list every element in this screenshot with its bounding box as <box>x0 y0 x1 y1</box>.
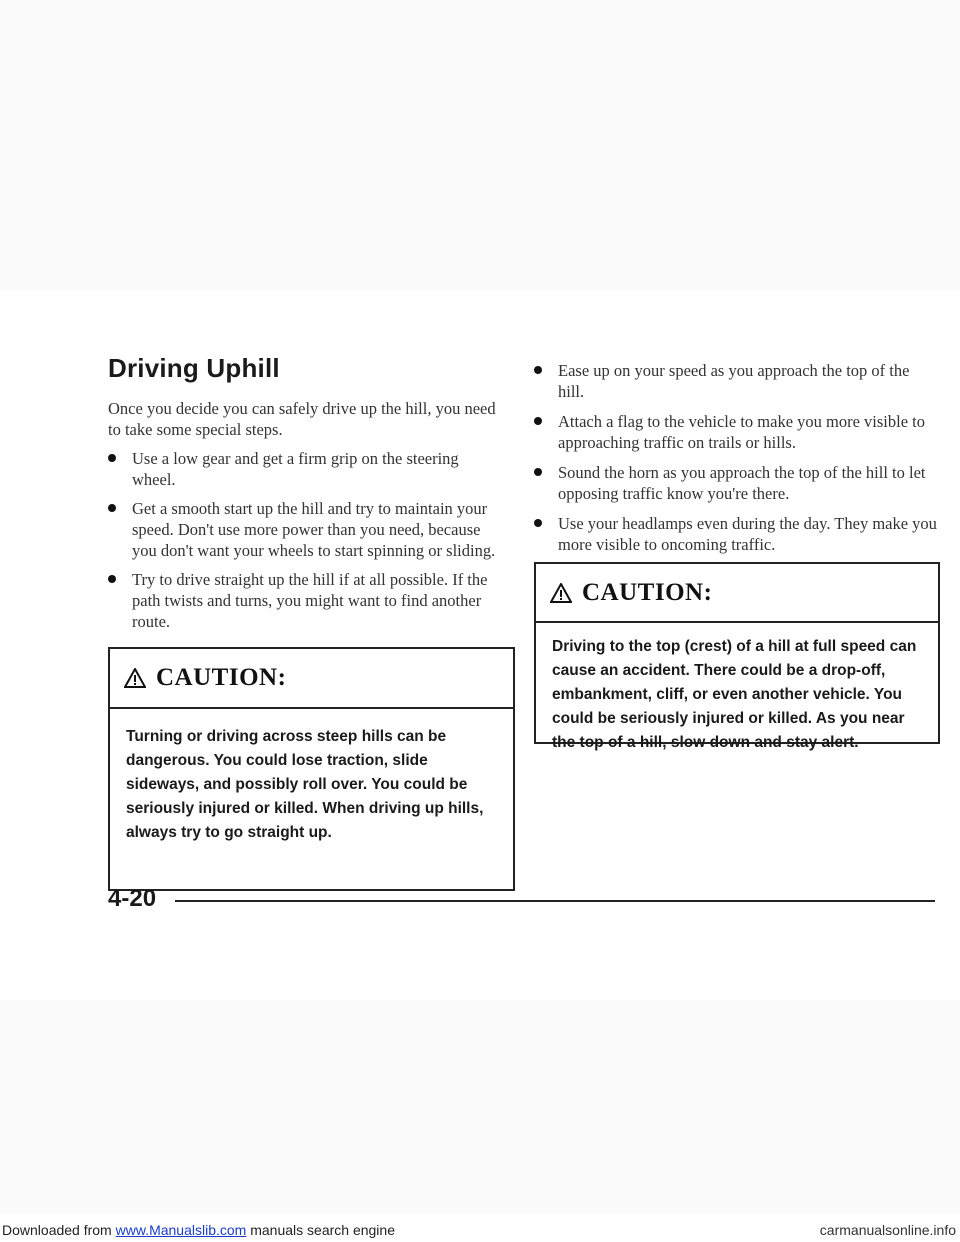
list-item <box>108 448 503 490</box>
list-item-text: Ease up on your speed as you approach the top of the hill. <box>558 361 910 401</box>
bullet-icon <box>534 519 542 527</box>
uphill-steps-list <box>108 448 503 632</box>
download-attribution <box>0 1222 960 1242</box>
attribution-suffix: manuals search engine <box>246 1222 395 1238</box>
list-item <box>534 360 939 402</box>
bullet-icon <box>534 417 542 425</box>
list-item-text: Use your headlamps even during the day. They make you more visible to oncoming traffic. <box>558 514 937 554</box>
list-item-text: Get a smooth start up the hill and try to maintain your speed. Don't use more power than you need, because you don't want your wheels to start spinning or sliding. <box>132 499 496 560</box>
list-item <box>534 513 939 555</box>
list-item <box>108 498 503 561</box>
footer-rule <box>175 900 935 902</box>
left-column <box>108 353 503 640</box>
bullet-icon <box>108 504 116 512</box>
warning-triangle-icon <box>550 583 572 603</box>
caution-header <box>110 649 513 709</box>
attribution-text <box>2 1222 395 1238</box>
warning-triangle-icon <box>124 668 146 688</box>
caution-box-hill-crest <box>534 562 940 751</box>
bullet-icon <box>108 454 116 462</box>
list-item-text: Attach a flag to the vehicle to make you more visible to approaching traffic on trails or hills. <box>558 412 926 452</box>
caution-header <box>536 564 938 623</box>
caution-text: Turning or driving across steep hills can be dangerous. You could lose traction, slide sideways, and possibly roll over. You could be seriously injured or killed. When driving up hills, always try to go straight up. <box>126 728 484 841</box>
list-item <box>534 462 939 504</box>
caution-text: Driving to the top (crest) of a hill at full speed can cause an accident. There could be a drop-off, embankment, cliff, or even another vehicle. You could be seriously injured or killed. As you near the top of a hill, slow down and stay alert. <box>552 638 917 751</box>
bullet-icon <box>534 468 542 476</box>
caution-label: CAUTION: <box>582 578 713 606</box>
hill-crest-tips-list <box>534 360 939 555</box>
bullet-icon <box>534 366 542 374</box>
page-number: 4-20 <box>108 885 157 912</box>
manualslib-link[interactable]: www.Manualslib.com <box>115 1222 247 1238</box>
list-item <box>108 569 503 632</box>
watermark-text: carmanualsonline.info <box>819 1222 956 1238</box>
list-item-text: Sound the horn as you approach the top of the hill to let opposing traffic know you're there. <box>558 463 926 503</box>
bullet-icon <box>108 575 116 583</box>
list-item <box>534 411 939 453</box>
caution-label: CAUTION: <box>156 664 287 691</box>
right-column <box>534 360 939 564</box>
list-item-text: Use a low gear and get a firm grip on the steering wheel. <box>132 449 459 489</box>
attribution-prefix: Downloaded from <box>2 1222 116 1238</box>
list-item-text: Try to drive straight up the hill if at all possible. If the path twists and turns, you might want to find another route. <box>132 570 488 631</box>
section-title: Driving Uphill <box>108 353 280 383</box>
intro-paragraph: Once you decide you can safely drive up the hill, you need to take some special steps. <box>108 399 496 439</box>
caution-box-steep-hills <box>108 647 515 891</box>
